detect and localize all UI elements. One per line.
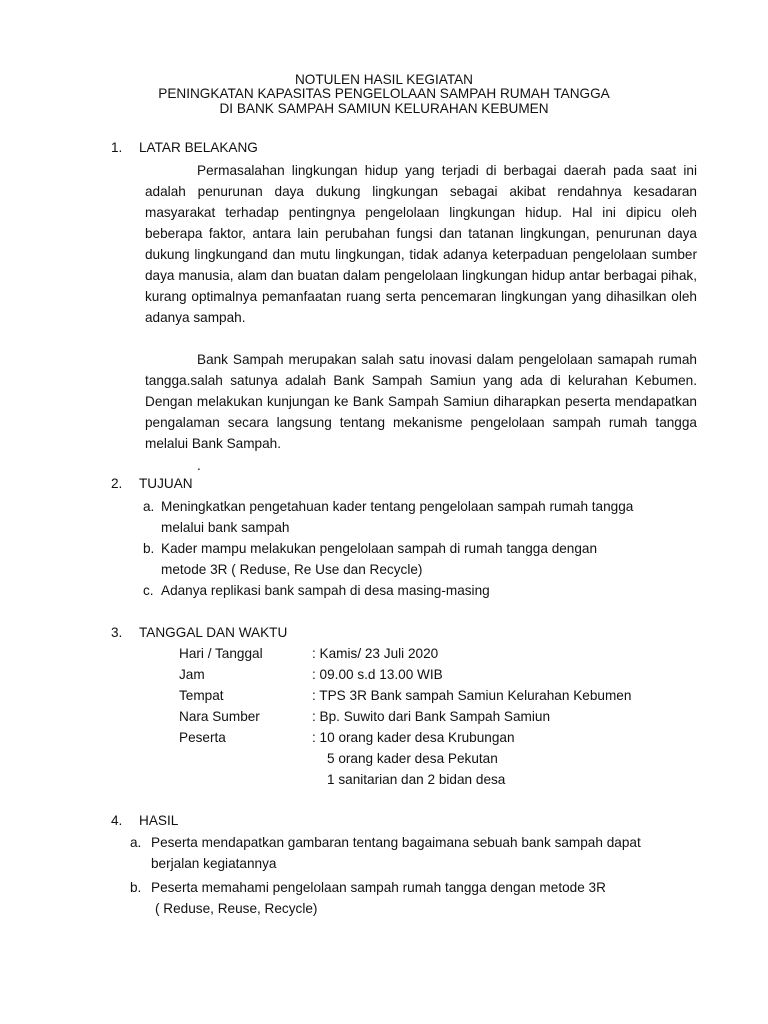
schedule-value: : TPS 3R Bank sampah Samiun Kelurahan Kebumen [312, 688, 632, 703]
schedule-key: Tempat [179, 688, 224, 703]
item-text-line-1: Kader mampu melakukan pengelolaan sampah di rumah tangga dengan [161, 541, 598, 556]
tujuan-item-c [143, 580, 490, 601]
latar-belakang-paragraph-2: Bank Sampah merupakan salah satu inovasi dalam pengelolaan samapah rumah tangga.salah satunya adalah Bank Sampah Samiun yang ada di kelurahan Kebumen. Dengan melakukan kunjungan ke Bank Sampah Samiun diharapkan peserta mendapatkan pengalaman secara langsung tentang mekanisme pengelolaan sampah rumah tangga melalui Bank Sampah. [145, 352, 697, 451]
latar-belakang-paragraph-1: Permasalahan lingkungan hidup yang terjadi di berbagai daerah pada saat ini adalah penurunan daya dukung lingkungan sebagai akibat rendahnya kesadaran masyarakat terhadap pentingnya pengelolaan lingkungan hidup. Hal ini dipicu oleh beberapa faktor, antara lain perubahan fungsi dan tatanan lingkungan, penurunan daya dukung lingkungand dan mutu lingkungan, tidak adanya keterpaduan pengelolaan sumber daya manusia, alam dan buatan dalam pengelolaan lingkungan hidup antar berbagai pihak, kurang optimalnya pemanfaatan ruang serta pencemaran lingkungan yang dihasilkan oleh adanya sampah. [145, 163, 697, 325]
item-text-line-1: Adanya replikasi bank sampah di desa masing-masing [161, 583, 490, 598]
section-title: HASIL [139, 813, 179, 828]
schedule-value: : Bp. Suwito dari Bank Sampah Samiun [312, 709, 551, 724]
section-heading-latar-belakang [111, 139, 258, 157]
section-number: 1. [111, 140, 123, 155]
tujuan-item-b-line-2: metode 3R ( Reduse, Re Use dan Recycle) [161, 562, 423, 577]
stray-dot: . [197, 458, 201, 473]
schedule-key: Hari / Tanggal [179, 646, 263, 661]
hasil-item-b-line-2: ( Reduse, Reuse, Recycle) [155, 901, 318, 916]
section-title: TANGGAL DAN WAKTU [139, 625, 288, 640]
doc-title-line-2: PENINGKATAN KAPASITAS PENGELOLAAN SAMPAH RUMAH TANGGA [158, 86, 610, 101]
section-number: 3. [111, 625, 123, 640]
tujuan-item-a-line-2: melalui bank sampah [161, 520, 290, 535]
schedule-value: : 10 orang kader desa Krubungan [312, 730, 515, 745]
hasil-item-a-line-2: berjalan kegiatannya [151, 856, 277, 871]
item-label: a. [143, 499, 155, 514]
section-number: 2. [111, 476, 123, 491]
section-number: 4. [111, 813, 123, 828]
section-heading-hasil [111, 812, 178, 830]
doc-title-line-1: NOTULEN HASIL KEGIATAN [294, 72, 473, 87]
hasil-item-a [130, 832, 641, 853]
section-title: LATAR BELAKANG [139, 140, 258, 155]
peserta-extra-line-2: 1 sanitarian dan 2 bidan desa [327, 772, 506, 787]
schedule-key: Nara Sumber [179, 709, 260, 724]
schedule-value: : Kamis/ 23 Juli 2020 [312, 646, 439, 661]
item-label: a. [130, 835, 142, 850]
item-text-line-1: Peserta mendapatkan gambaran tentang bagaimana sebuah bank sampah dapat [151, 835, 641, 850]
hasil-item-b [130, 877, 606, 898]
section-heading-tanggal-waktu [111, 624, 287, 642]
item-label: b. [130, 880, 142, 895]
item-label: b. [143, 541, 155, 556]
item-label: c. [143, 583, 154, 598]
section-heading-tujuan [111, 475, 193, 493]
schedule-key: Jam [179, 667, 205, 682]
schedule-key: Peserta [179, 730, 226, 745]
item-text-line-1: Peserta memahami pengelolaan sampah rumah tangga dengan metode 3R [151, 880, 606, 895]
peserta-extra-line-1: 5 orang kader desa Pekutan [327, 751, 498, 766]
doc-title-line-3: DI BANK SAMPAH SAMIUN KELURAHAN KEBUMEN [219, 101, 549, 116]
tujuan-item-a [143, 496, 634, 517]
tujuan-item-b [143, 538, 598, 559]
section-title: TUJUAN [139, 476, 193, 491]
item-text-line-1: Meningkatkan pengetahuan kader tentang pengelolaan sampah rumah tangga [161, 499, 634, 514]
schedule-value: : 09.00 s.d 13.00 WIB [312, 667, 443, 682]
